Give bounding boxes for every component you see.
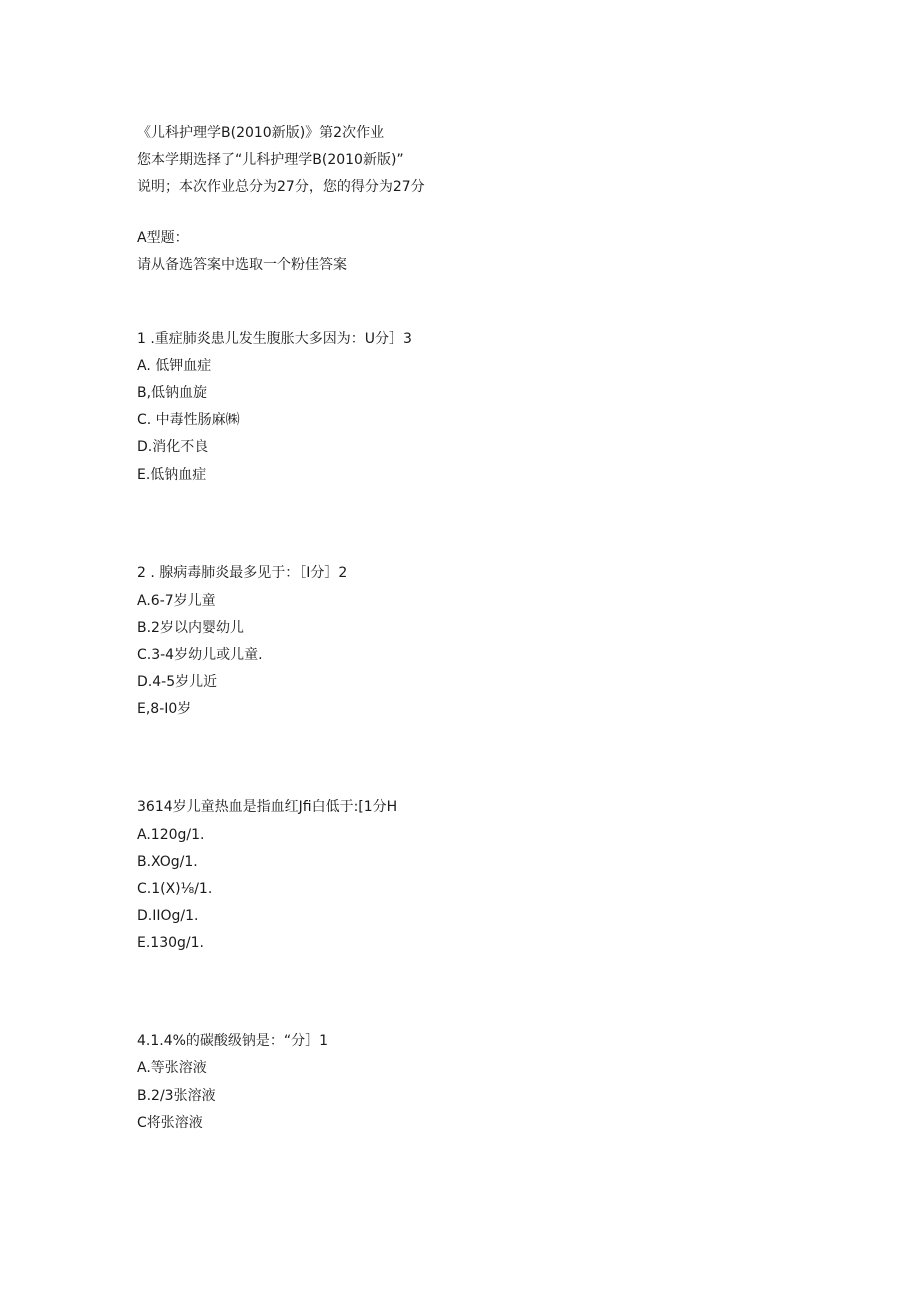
- question-2-option-b[interactable]: B.2岁以内婴幼儿: [137, 620, 244, 636]
- document-title: 《儿科护理学B(2010新版)》第2次作业: [137, 125, 385, 141]
- question-1-option-c[interactable]: C. 中毒性肠麻㈱: [137, 412, 240, 428]
- question-3-option-e[interactable]: E.130g/1.: [137, 935, 204, 951]
- question-1-option-d[interactable]: D.消化不良: [137, 439, 209, 455]
- question-1-option-e[interactable]: E.低钠血症: [137, 467, 207, 483]
- score-note: 说明；本次作业总分为27分，您的得分为27分: [137, 179, 425, 195]
- question-1-stem: 1 .重症肺炎患儿发生腹胀大多因为：U分］3: [137, 331, 412, 347]
- question-3-stem: 3614岁儿童热血是指血红Jfi白低于:[1分H: [137, 799, 398, 815]
- question-type-label: A型题：: [137, 230, 189, 246]
- question-2-stem: 2 . 腺病毒肺炎最多见于：［I分］2: [137, 565, 348, 581]
- question-3-option-c[interactable]: C.1(X)⅛/1.: [137, 881, 213, 897]
- question-2-option-e[interactable]: E,8-I0岁: [137, 701, 192, 717]
- question-3-option-d[interactable]: D.IIOg/1.: [137, 908, 199, 924]
- question-2-option-a[interactable]: A.6-7岁儿童: [137, 593, 216, 609]
- question-2-option-d[interactable]: D.4-5岁儿近: [137, 674, 218, 690]
- question-2-option-c[interactable]: C.3-4岁幼儿或儿童.: [137, 647, 263, 663]
- question-4-option-b[interactable]: B.2/3张溶液: [137, 1088, 216, 1104]
- question-3-option-b[interactable]: B.XOg/1.: [137, 854, 198, 870]
- question-4-option-a[interactable]: A.等张溶液: [137, 1060, 207, 1076]
- course-selection-note: 您本学期选择了“儿科护理学B(2010新版)”: [137, 152, 404, 168]
- question-3-option-a[interactable]: A.120g/1.: [137, 827, 205, 843]
- question-1-option-a[interactable]: A. 低钾血症: [137, 358, 212, 374]
- question-4-option-c[interactable]: C将张溶液: [137, 1115, 203, 1131]
- question-4-stem: 4.1.4%的碳酸级钠是：“分］1: [137, 1033, 329, 1049]
- section-instruction: 请从备选答案中选取一个粉佳答案: [137, 257, 347, 273]
- question-1-option-b[interactable]: B,低钠血旋: [137, 385, 208, 401]
